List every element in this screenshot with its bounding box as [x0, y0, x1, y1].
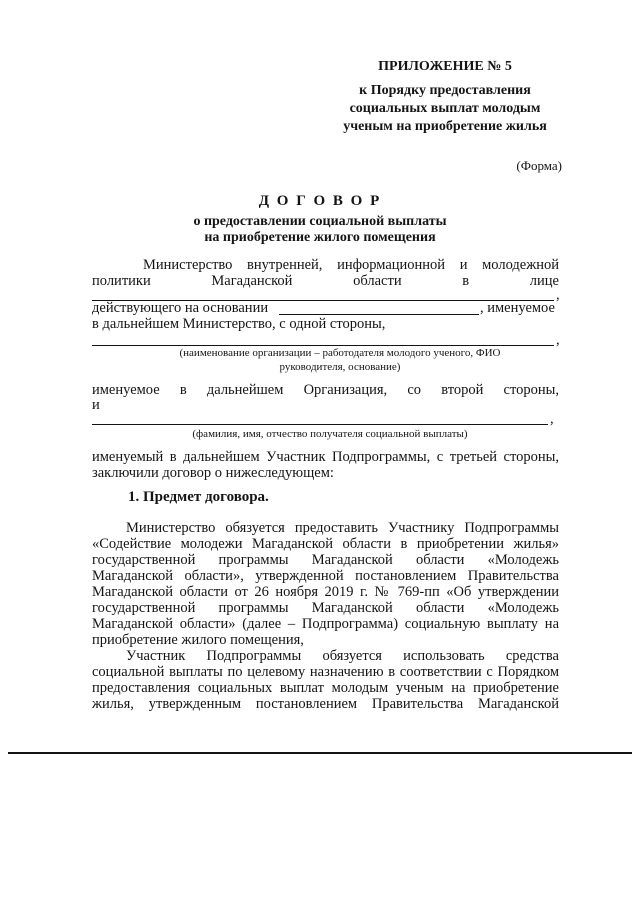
caption-organization-1: (наименование организации – работодателя молодого ученого, ФИО: [179, 347, 501, 359]
appendix-line-2: социальных выплат молодым: [349, 101, 541, 116]
section-1-p1-line: «Содействие молодежи Магаданской области в приобретении жилья»: [92, 536, 559, 552]
intro-word: Магаданской: [211, 273, 293, 289]
intro-word: именуемое: [92, 382, 160, 398]
section-1-p2-line: Участник Подпрограммы обязуется использовать средства: [126, 648, 559, 664]
line-3-comma: ,: [556, 287, 560, 303]
section-1-p1-line: Министерство обязуется предоставить Участнику Подпрограммы: [126, 520, 559, 536]
intro-word: со: [407, 382, 422, 398]
blank-line-basis: [279, 314, 479, 315]
section-1-p1-line: приобретение жилого помещения,: [92, 632, 304, 648]
intro-line-10: именуемый в дальнейшем Участник Подпрограммы, с третьей стороны,: [92, 449, 559, 465]
intro-line-1: [143, 257, 559, 273]
contract-title: Д О Г О В О Р: [258, 193, 382, 209]
intro-word: в: [462, 273, 470, 289]
basis-end: , именуемое: [480, 300, 555, 316]
appendix-title: ПРИЛОЖЕНИЕ № 5: [378, 59, 512, 74]
blank-line-recipient: [92, 424, 548, 425]
contract-subtitle-1: о предоставлении социальной выплаты: [193, 214, 447, 229]
section-1-p2-line: жилья, утвержденным постановлением Правительства Магаданской: [92, 696, 559, 712]
intro-word: стороны,: [503, 382, 559, 398]
basis-label: действующего на основании: [92, 300, 269, 316]
section-1-p1-line: государственной программы Магаданской области «Молодежь: [92, 600, 559, 616]
intro-word: Организация,: [303, 382, 388, 398]
intro-word: второй: [441, 382, 484, 398]
appendix-line-3: ученым на приобретение жилья: [343, 119, 547, 134]
intro-word: в: [179, 382, 187, 398]
line-9-comma: ,: [550, 411, 554, 427]
section-1-heading: 1. Предмет договора.: [128, 489, 269, 505]
intro-line-5: в дальнейшем Министерство, с одной стороны,: [92, 316, 386, 332]
section-1-p2-line: социальной выплаты по целевому назначению в соответствии с Порядком: [92, 664, 559, 680]
contract-subtitle-2: на приобретение жилого помещения: [204, 230, 436, 245]
intro-line-2: [92, 273, 559, 289]
line-6-comma: ,: [556, 332, 560, 348]
intro-word: лице: [529, 273, 559, 289]
intro-line-11: заключили договор о нижеследующем:: [92, 465, 334, 481]
appendix-line-1: к Порядку предоставления: [359, 83, 531, 98]
intro-word: молодежной: [482, 257, 559, 273]
section-1-p1-line: государственной программы Магаданской области «Молодежь: [92, 552, 559, 568]
caption-recipient: (фамилия, имя, отчество получателя социальной выплаты): [192, 428, 468, 440]
section-1-p1-line: Магаданской области», утвержденной постановлением Правительства: [92, 568, 559, 584]
blank-line-organization: [92, 345, 554, 346]
section-1-p1-line: Магаданской области от 26 ноября 2019 г. № 769-пп «Об утверждении: [92, 584, 559, 600]
intro-word: Министерство: [143, 257, 233, 273]
intro-word: и: [459, 257, 468, 273]
intro-word: информационной: [337, 257, 446, 273]
intro-line-7: [92, 382, 559, 398]
section-1-p2-line: предоставления социальных выплат молодым ученым на приобретение: [92, 680, 559, 696]
intro-word: политики: [92, 273, 151, 289]
page-break-rule: [8, 752, 632, 754]
intro-word: области: [353, 273, 402, 289]
intro-word: дальнейшем: [206, 382, 284, 398]
caption-organization-2: руководителя, основание): [279, 361, 401, 373]
section-1-p1-line: Магаданской области» (далее – Подпрограмма) социальную выплату на: [92, 616, 559, 632]
intro-word: внутренней,: [247, 257, 323, 273]
form-label: (Форма): [516, 158, 562, 173]
intro-line-8: и: [92, 397, 100, 413]
